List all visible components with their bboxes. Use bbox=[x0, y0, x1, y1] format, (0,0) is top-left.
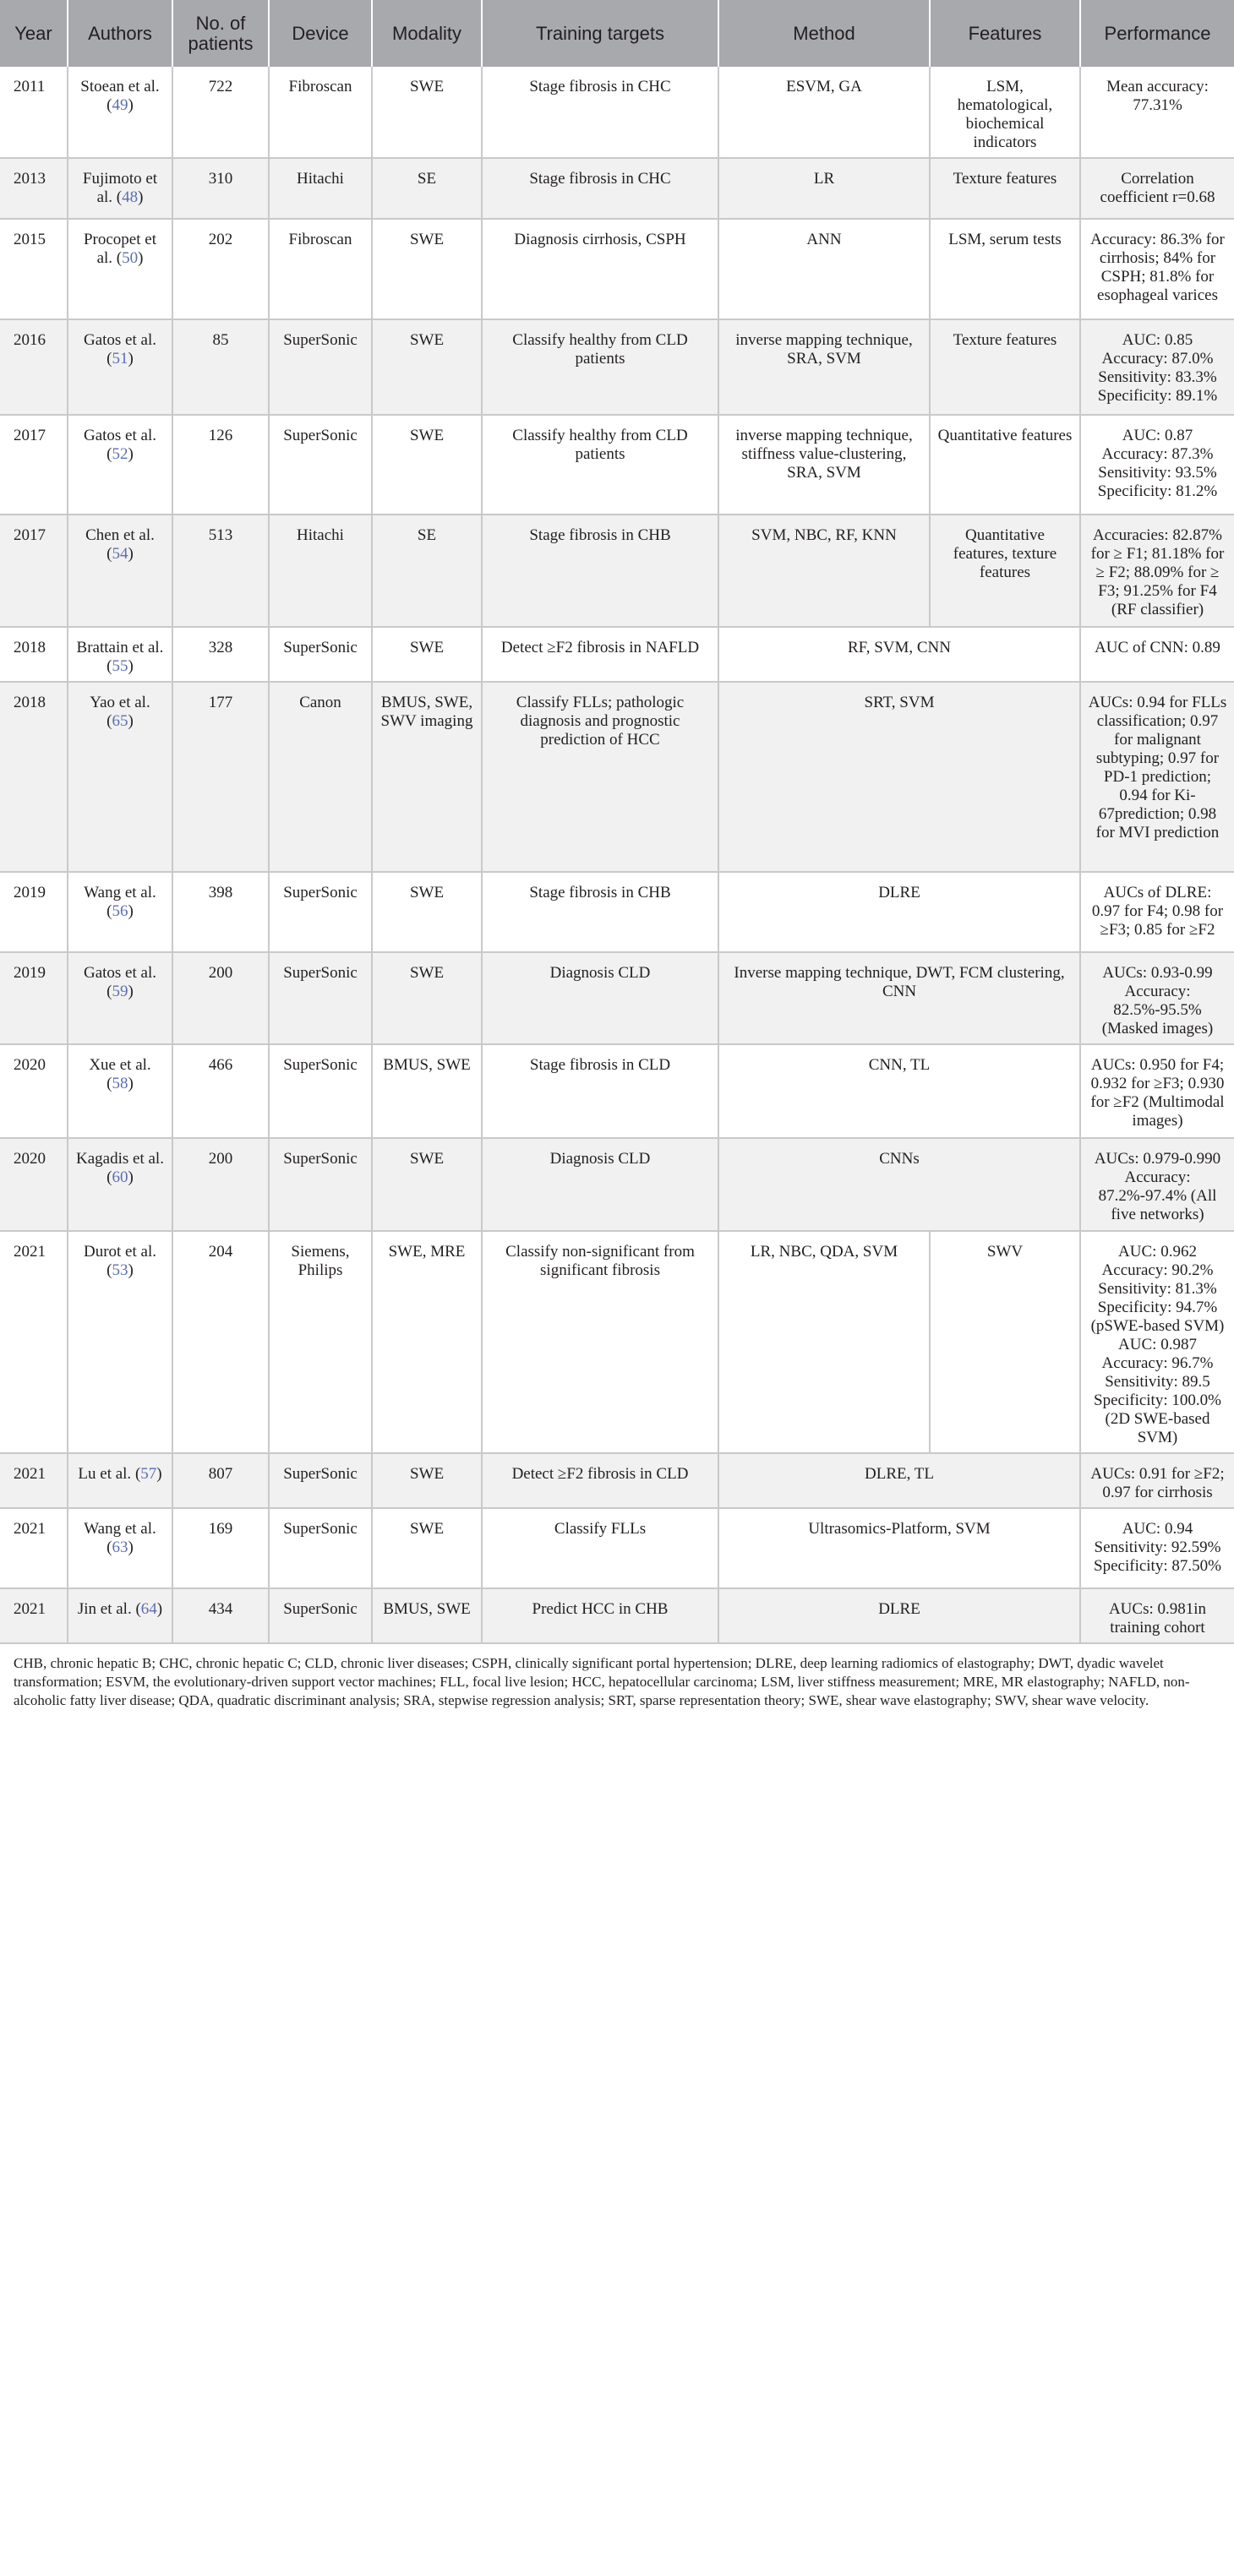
cell-targets: Detect ≥F2 fibrosis in NAFLD bbox=[482, 627, 718, 682]
reference-link[interactable]: 64 bbox=[140, 1600, 157, 1618]
header-device: Device bbox=[269, 0, 372, 67]
cell-modality: SWE bbox=[372, 219, 482, 319]
cell-authors: Xue et al. (58) bbox=[68, 1044, 172, 1138]
table-row bbox=[0, 319, 1234, 415]
cell-method: SVM, NBC, RF, KNN bbox=[718, 515, 930, 627]
header-features: Features bbox=[930, 0, 1080, 67]
cell-targets: Stage fibrosis in CLD bbox=[482, 1044, 718, 1138]
cell-modality: SWE, MRE bbox=[372, 1231, 482, 1453]
cell-features: Quantitative features bbox=[930, 415, 1080, 515]
author-name: Durot et al. bbox=[83, 1243, 156, 1261]
header-authors: Authors bbox=[68, 0, 172, 67]
cell-performance: AUCs: 0.91 for ≥F2; 0.97 for cirrhosis bbox=[1080, 1453, 1234, 1508]
cell-targets: Stage fibrosis in CHC bbox=[482, 158, 718, 219]
cell-year: 2018 bbox=[0, 627, 68, 682]
cell-performance: Accuracy: 86.3% for cirrhosis; 84% for CSPH; 81.8% for esophageal varices bbox=[1080, 219, 1234, 319]
cell-modality: SWE bbox=[372, 1138, 482, 1231]
author-name: Brattain et al. bbox=[76, 639, 164, 656]
cell-device: SuperSonic bbox=[269, 415, 372, 515]
cell-targets: Diagnosis CLD bbox=[482, 1138, 718, 1231]
reference-link[interactable]: 65 bbox=[112, 712, 128, 730]
cell-authors: Chen et al. (54) bbox=[68, 515, 172, 627]
cell-year: 2021 bbox=[0, 1588, 68, 1643]
cell-year: 2015 bbox=[0, 219, 68, 319]
cell-method: DLRE bbox=[718, 1588, 1080, 1643]
author-name: Kagadis et al. bbox=[76, 1150, 164, 1168]
table-row bbox=[0, 415, 1234, 515]
cell-modality: SE bbox=[372, 158, 482, 219]
cell-modality: BMUS, SWE, SWV imaging bbox=[372, 682, 482, 872]
cell-authors: Fujimoto et al. (48) bbox=[68, 158, 172, 219]
cell-patients: 466 bbox=[172, 1044, 269, 1138]
cell-features: Texture features bbox=[930, 158, 1080, 219]
cell-authors: Kagadis et al. (60) bbox=[68, 1138, 172, 1231]
cell-method: DLRE bbox=[718, 872, 1080, 952]
table-row bbox=[0, 952, 1234, 1044]
author-name: Procopet et al. bbox=[83, 231, 156, 267]
cell-features: Texture features bbox=[930, 319, 1080, 415]
cell-performance: AUC: 0.87 Accuracy: 87.3% Sensitivity: 93.5% Specificity: 81.2% bbox=[1080, 415, 1234, 515]
cell-patients: 169 bbox=[172, 1508, 269, 1588]
cell-modality: SWE bbox=[372, 627, 482, 682]
author-name: Stoean et al. bbox=[80, 78, 160, 95]
reference-link[interactable]: 53 bbox=[112, 1261, 128, 1279]
cell-performance: AUCs: 0.979-0.990 Accuracy: 87.2%-97.4% (All five networks) bbox=[1080, 1138, 1234, 1231]
cell-authors: Wang et al. (63) bbox=[68, 1508, 172, 1588]
cell-device: SuperSonic bbox=[269, 1508, 372, 1588]
cell-targets: Diagnosis CLD bbox=[482, 952, 718, 1044]
cell-patients: 722 bbox=[172, 67, 269, 158]
table-row bbox=[0, 67, 1234, 158]
cell-year: 2013 bbox=[0, 158, 68, 219]
cell-year: 2020 bbox=[0, 1138, 68, 1231]
author-name: Chen et al. bbox=[85, 526, 155, 544]
reference-link[interactable]: 52 bbox=[112, 445, 128, 463]
cell-authors: Jin et al. (64) bbox=[68, 1588, 172, 1643]
header-method: Method bbox=[718, 0, 930, 67]
cell-targets: Classify FLLs bbox=[482, 1508, 718, 1588]
cell-performance: AUCs of DLRE: 0.97 for F4; 0.98 for ≥F3; 0.85 for ≥F2 bbox=[1080, 872, 1234, 952]
cell-patients: 398 bbox=[172, 872, 269, 952]
cell-features: LSM, serum tests bbox=[930, 219, 1080, 319]
cell-modality: SWE bbox=[372, 1453, 482, 1508]
cell-patients: 177 bbox=[172, 682, 269, 872]
cell-device: SuperSonic bbox=[269, 319, 372, 415]
cell-method: Inverse mapping technique, DWT, FCM clustering, CNN bbox=[718, 952, 1080, 1044]
cell-modality: BMUS, SWE bbox=[372, 1044, 482, 1138]
cell-patients: 200 bbox=[172, 952, 269, 1044]
author-name: Gatos et al. bbox=[83, 331, 156, 349]
cell-device: SuperSonic bbox=[269, 1453, 372, 1508]
reference-link[interactable]: 57 bbox=[140, 1465, 157, 1483]
cell-authors: Gatos et al. (51) bbox=[68, 319, 172, 415]
cell-patients: 126 bbox=[172, 415, 269, 515]
cell-performance: Correlation coefficient r=0.68 bbox=[1080, 158, 1234, 219]
table-row bbox=[0, 627, 1234, 682]
author-name: Gatos et al. bbox=[83, 427, 156, 444]
cell-method: LR, NBC, QDA, SVM bbox=[718, 1231, 930, 1453]
cell-device: SuperSonic bbox=[269, 1138, 372, 1231]
cell-method: RF, SVM, CNN bbox=[718, 627, 1080, 682]
cell-device: Canon bbox=[269, 682, 372, 872]
cell-method: CNNs bbox=[718, 1138, 1080, 1231]
cell-method: ANN bbox=[718, 219, 930, 319]
author-name: Xue et al. bbox=[89, 1056, 151, 1074]
cell-authors: Brattain et al. (55) bbox=[68, 627, 172, 682]
header-patients: No. of patients bbox=[172, 0, 269, 67]
cell-patients: 328 bbox=[172, 627, 269, 682]
reference-link[interactable]: 60 bbox=[112, 1168, 128, 1186]
author-name: Yao et al. bbox=[90, 694, 150, 711]
cell-targets: Stage fibrosis in CHC bbox=[482, 67, 718, 158]
cell-authors: Durot et al. (53) bbox=[68, 1231, 172, 1453]
cell-year: 2017 bbox=[0, 415, 68, 515]
cell-year: 2021 bbox=[0, 1453, 68, 1508]
author-name: Lu et al. bbox=[78, 1465, 132, 1483]
cell-year: 2021 bbox=[0, 1231, 68, 1453]
cell-features: LSM, hematological, biochemical indicators bbox=[930, 67, 1080, 158]
cell-device: Siemens, Philips bbox=[269, 1231, 372, 1453]
cell-targets: Detect ≥F2 fibrosis in CLD bbox=[482, 1453, 718, 1508]
cell-patients: 204 bbox=[172, 1231, 269, 1453]
cell-year: 2018 bbox=[0, 682, 68, 872]
reference-link[interactable]: 56 bbox=[112, 902, 128, 920]
cell-device: Fibroscan bbox=[269, 219, 372, 319]
cell-targets: Classify FLLs; pathologic diagnosis and prognostic prediction of HCC bbox=[482, 682, 718, 872]
reference-link[interactable]: 48 bbox=[122, 188, 139, 206]
cell-modality: SWE bbox=[372, 952, 482, 1044]
cell-patients: 202 bbox=[172, 219, 269, 319]
cell-modality: SWE bbox=[372, 67, 482, 158]
cell-method: ESVM, GA bbox=[718, 67, 930, 158]
cell-features: SWV bbox=[930, 1231, 1080, 1453]
cell-method: inverse mapping technique, stiffness value-clustering, SRA, SVM bbox=[718, 415, 930, 515]
cell-performance: AUC: 0.85 Accuracy: 87.0% Sensitivity: 83.3% Specificity: 89.1% bbox=[1080, 319, 1234, 415]
cell-device: SuperSonic bbox=[269, 1588, 372, 1643]
cell-performance: AUCs: 0.981in training cohort bbox=[1080, 1588, 1234, 1643]
cell-performance: Mean accuracy: 77.31% bbox=[1080, 67, 1234, 158]
reference-link[interactable]: 55 bbox=[112, 657, 128, 675]
cell-year: 2021 bbox=[0, 1508, 68, 1588]
author-name: Wang et al. bbox=[84, 1520, 156, 1538]
table-row bbox=[0, 158, 1234, 219]
cell-modality: SWE bbox=[372, 1508, 482, 1588]
cell-modality: SWE bbox=[372, 415, 482, 515]
cell-authors: Gatos et al. (59) bbox=[68, 952, 172, 1044]
reference-link[interactable]: 63 bbox=[112, 1539, 128, 1556]
table-header-row bbox=[0, 0, 1234, 67]
cell-year: 2019 bbox=[0, 872, 68, 952]
cell-authors: Wang et al. (56) bbox=[68, 872, 172, 952]
cell-device: SuperSonic bbox=[269, 627, 372, 682]
table-row bbox=[0, 1231, 1234, 1453]
cell-year: 2016 bbox=[0, 319, 68, 415]
header-performance: Performance bbox=[1080, 0, 1234, 67]
cell-targets: Classify non-significant from significant fibrosis bbox=[482, 1231, 718, 1453]
header-targets: Training targets bbox=[482, 0, 718, 67]
cell-patients: 434 bbox=[172, 1588, 269, 1643]
cell-patients: 807 bbox=[172, 1453, 269, 1508]
cell-authors: Yao et al. (65) bbox=[68, 682, 172, 872]
cell-method: SRT, SVM bbox=[718, 682, 1080, 872]
reference-link[interactable]: 51 bbox=[112, 350, 128, 368]
cell-device: SuperSonic bbox=[269, 1044, 372, 1138]
cell-method: LR bbox=[718, 158, 930, 219]
table-row bbox=[0, 682, 1234, 872]
table-row bbox=[0, 872, 1234, 952]
author-name: Fujimoto et al. bbox=[82, 170, 158, 206]
cell-year: 2020 bbox=[0, 1044, 68, 1138]
reference-link[interactable]: 50 bbox=[122, 249, 139, 267]
cell-authors: Gatos et al. (52) bbox=[68, 415, 172, 515]
cell-method: CNN, TL bbox=[718, 1044, 1080, 1138]
cell-performance: AUC: 0.94 Sensitivity: 92.59% Specificity: 87.50% bbox=[1080, 1508, 1234, 1588]
cell-modality: SWE bbox=[372, 872, 482, 952]
cell-performance: AUCs: 0.94 for FLLs classification; 0.97 for malignant subtyping; 0.97 for PD-1 prediction; 0.94 for Ki-67prediction; 0.98 for MVI prediction bbox=[1080, 682, 1234, 872]
reference-link[interactable]: 59 bbox=[112, 983, 128, 1000]
cell-targets: Stage fibrosis in CHB bbox=[482, 872, 718, 952]
table-footnote: CHB, chronic hepatic B; CHC, chronic hepatic C; CLD, chronic liver diseases; CSPH, clinically significant portal hypertension; DLRE, deep learning radiomics of elastography; DWT, dyadic wavelet transformation; ESVM, the evolutionary-driven support vector machines; FLL, focal live lesion; HCC, hepatocellular carcinoma; LSM, liver stiffness measurement; MRE, MR elastography; NAFLD, non-alcoholic fatty liver disease; QDA, quadratic discriminant analysis; SRA, stepwise regression analysis; SRT, sparse representation theory; SWE, shear wave elastography; SWV, shear wave velocity. bbox=[14, 1655, 1190, 1708]
cell-year: 2019 bbox=[0, 952, 68, 1044]
cell-targets: Classify healthy from CLD patients bbox=[482, 415, 718, 515]
cell-modality: SE bbox=[372, 515, 482, 627]
cell-targets: Classify healthy from CLD patients bbox=[482, 319, 718, 415]
cell-performance: AUC: 0.962 Accuracy: 90.2% Sensitivity: 81.3% Specificity: 94.7% (pSWE-based SVM) AUC: 0.987 Accuracy: 96.7% Sensitivity: 89.5 Specificity: 100.0% (2D SWE-based SVM) bbox=[1080, 1231, 1234, 1453]
header-modality: Modality bbox=[372, 0, 482, 67]
cell-targets: Stage fibrosis in CHB bbox=[482, 515, 718, 627]
cell-patients: 513 bbox=[172, 515, 269, 627]
cell-device: SuperSonic bbox=[269, 872, 372, 952]
cell-device: Hitachi bbox=[269, 515, 372, 627]
cell-authors: Procopet et al. (50) bbox=[68, 219, 172, 319]
table-row bbox=[0, 1508, 1234, 1588]
cell-performance: AUC of CNN: 0.89 bbox=[1080, 627, 1234, 682]
reference-link[interactable]: 49 bbox=[112, 96, 128, 114]
author-name: Jin et al. bbox=[77, 1600, 132, 1618]
table-row bbox=[0, 1588, 1234, 1643]
header-year: Year bbox=[0, 0, 68, 67]
cell-device: Fibroscan bbox=[269, 67, 372, 158]
cell-performance: Accuracies: 82.87% for ≥ F1; 81.18% for ≥ F2; 88.09% for ≥ F3; 91.25% for F4 (RF classifier) bbox=[1080, 515, 1234, 627]
cell-authors: Stoean et al. (49) bbox=[68, 67, 172, 158]
table-row bbox=[0, 515, 1234, 627]
cell-performance: AUCs: 0.93-0.99 Accuracy: 82.5%-95.5% (Masked images) bbox=[1080, 952, 1234, 1044]
cell-device: Hitachi bbox=[269, 158, 372, 219]
author-name: Wang et al. bbox=[84, 884, 156, 901]
cell-device: SuperSonic bbox=[269, 952, 372, 1044]
reference-link[interactable]: 54 bbox=[112, 545, 128, 563]
cell-modality: SWE bbox=[372, 319, 482, 415]
cell-targets: Diagnosis cirrhosis, CSPH bbox=[482, 219, 718, 319]
table-body bbox=[0, 67, 1234, 1643]
table-row bbox=[0, 1138, 1234, 1231]
cell-year: 2011 bbox=[0, 67, 68, 158]
reference-link[interactable]: 58 bbox=[112, 1075, 128, 1092]
cell-method: DLRE, TL bbox=[718, 1453, 1080, 1508]
cell-year: 2017 bbox=[0, 515, 68, 627]
cell-performance: AUCs: 0.950 for F4; 0.932 for ≥F3; 0.930 for ≥F2 (Multimodal images) bbox=[1080, 1044, 1234, 1138]
cell-method: Ultrasomics-Platform, SVM bbox=[718, 1508, 1080, 1588]
table-row bbox=[0, 1044, 1234, 1138]
cell-patients: 85 bbox=[172, 319, 269, 415]
cell-features: Quantitative features, texture features bbox=[930, 515, 1080, 627]
cell-patients: 310 bbox=[172, 158, 269, 219]
cell-targets: Predict HCC in CHB bbox=[482, 1588, 718, 1643]
cell-modality: BMUS, SWE bbox=[372, 1588, 482, 1643]
cell-patients: 200 bbox=[172, 1138, 269, 1231]
author-name: Gatos et al. bbox=[83, 964, 156, 982]
cell-method: inverse mapping technique, SRA, SVM bbox=[718, 319, 930, 415]
table-row bbox=[0, 219, 1234, 319]
table-row bbox=[0, 1453, 1234, 1508]
cell-authors: Lu et al. (57) bbox=[68, 1453, 172, 1508]
